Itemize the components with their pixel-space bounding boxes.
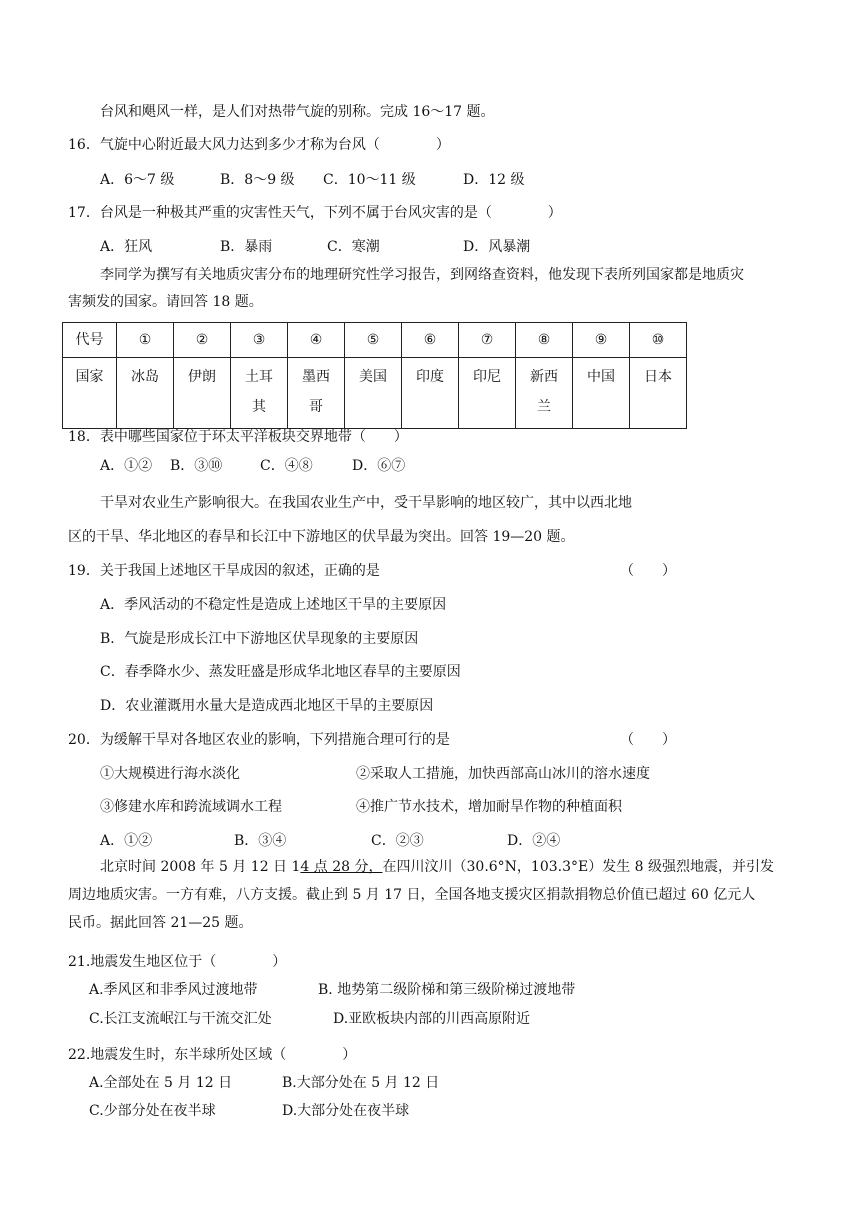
- cell-text: 其: [252, 399, 266, 415]
- q21-option-d: D.亚欧板块内部的川西高原附近: [333, 1011, 531, 1027]
- question-19-stem: 19．关于我国上述地区干旱成因的叙述，正确的是: [68, 563, 380, 579]
- q19-option-b: B．气旋是形成长江中下游地区伏旱现象的主要原因: [100, 631, 419, 647]
- table-cell: [402, 358, 459, 429]
- q16-option-b: B．8～9 级: [220, 172, 295, 188]
- table-cell: [117, 358, 174, 429]
- intro-quake-underlined-time: 4 点 28 分，: [300, 859, 383, 875]
- q21-option-b: B. 地势第二级阶梯和第三级阶梯过渡地带: [318, 982, 576, 998]
- intro-quake-text: 在四川汶川（30.6°N，103.3°E）发生 8 级强烈地震，并引发: [382, 859, 775, 875]
- cell-text: 新西: [530, 369, 558, 385]
- q17-option-c: C．寒潮: [327, 239, 380, 255]
- q16-option-c: C．10～11 级: [323, 172, 416, 188]
- table-header-cell: ⑩: [630, 323, 687, 358]
- q20-measure-2: ②采取人工措施，加快西部高山冰川的溶水速度: [356, 766, 650, 782]
- cell-text: 冰岛: [131, 369, 159, 385]
- cell-text: 美国: [359, 369, 387, 385]
- intro-geo-line-1: 李同学为撰写有关地质灾害分布的地理研究性学习报告，到网络查资料，他发现下表所列国家都是地质灾: [100, 267, 744, 283]
- q20-option-a: A．①②: [100, 833, 153, 849]
- q20-measure-4: ④推广节水技术，增加耐旱作物的种植面积: [356, 799, 622, 815]
- table-header-cell: ⑧: [516, 323, 573, 358]
- cell-text: 国家: [75, 369, 104, 385]
- intro-quake-line-1: [100, 858, 774, 876]
- question-18-stem: 18．表中哪些国家位于环太平洋板块交界地带（ ）: [68, 429, 408, 445]
- q17-option-b: B．暴雨: [220, 239, 273, 255]
- table-header-cell: ③: [231, 323, 288, 358]
- table-header-cell: ⑤: [345, 323, 402, 358]
- intro-drought-line-2: 区的干旱、华北地区的春旱和长江中下游地区的伏旱最为突出。回答 19—20 题。: [68, 529, 575, 545]
- cell-text: 土耳: [245, 369, 273, 385]
- cell-text: 中国: [587, 369, 615, 385]
- table-header-cell: ⑥: [402, 323, 459, 358]
- question-20-bracket: （ ）: [620, 732, 676, 748]
- q18-option-b: B．③⑩: [170, 458, 223, 474]
- intro-geo-line-2: 害频发的国家。请回答 18 题。: [68, 294, 263, 310]
- table-header-cell: ⑦: [459, 323, 516, 358]
- question-21-stem: 21.地震发生地区位于（ ）: [68, 954, 287, 970]
- q20-option-c: C．②③: [371, 833, 424, 849]
- intro-drought-line-1: 干旱对农业生产影响很大。在我国农业生产中，受干旱影响的地区较广，其中以西北地: [100, 495, 632, 511]
- question-20-stem: 20．为缓解干旱对各地区农业的影响，下列措施合理可行的是: [68, 732, 450, 748]
- q18-option-a: A．①②: [100, 458, 153, 474]
- cell-text: 印度: [416, 369, 444, 385]
- q22-option-c: C.少部分处在夜半球: [89, 1103, 216, 1119]
- q18-option-d: D．⑥⑦: [352, 458, 406, 474]
- table-cell: [231, 358, 288, 429]
- q21-option-c: C.长江支流岷江与干流交汇处: [89, 1011, 272, 1027]
- q17-option-d: D．风暴潮: [463, 239, 531, 255]
- q22-option-a: A.全部处在 5 月 12 日: [89, 1075, 233, 1091]
- intro-quake-line-3: 民币。据此回答 21—25 题。: [68, 915, 253, 931]
- intro-typhoon: 台风和飓风一样，是人们对热带气旋的别称。完成 16～17 题。: [100, 104, 495, 120]
- question-16-stem: 16．气旋中心附近最大风力达到多少才称为台风（ ）: [68, 137, 450, 153]
- table-header-row: [63, 323, 687, 358]
- cell-text: 日本: [644, 369, 672, 385]
- table-cell: [630, 358, 687, 429]
- table-cell: [516, 358, 573, 429]
- cell-text: 哥: [309, 399, 323, 415]
- cell-text: 兰: [537, 399, 551, 415]
- q19-option-c: C．春季降水少、蒸发旺盛是形成华北地区春旱的主要原因: [100, 664, 461, 680]
- table-cell: [573, 358, 630, 429]
- table-header-cell: ④: [288, 323, 345, 358]
- q16-option-a: A．6～7 级: [100, 172, 175, 188]
- q18-option-c: C．④⑧: [260, 458, 313, 474]
- intro-quake-line-2: 周边地质灾害。一方有难，八方支援。截止到 5 月 17 日，全国各地支援灾区捐款捐物总价值已超过 60 亿元人: [68, 887, 756, 903]
- intro-quake-text: 北京时间 2008 年 5 月 12 日 1: [100, 859, 301, 875]
- question-17-stem: 17．台风是一种极其严重的灾害性天气，下列不属于台风灾害的是（ ）: [68, 205, 562, 221]
- q20-option-b: B．③④: [234, 833, 287, 849]
- question-19-bracket: （ ）: [620, 563, 676, 579]
- q22-option-d: D.大部分处在夜半球: [282, 1103, 410, 1119]
- country-table: [62, 322, 687, 429]
- cell-text: 墨西: [302, 369, 330, 385]
- table-cell: [174, 358, 231, 429]
- table-cell: [63, 358, 117, 429]
- q20-option-d: D．②④: [507, 833, 561, 849]
- table-header-cell: 代号: [63, 323, 117, 358]
- cell-text: 伊朗: [188, 369, 216, 385]
- question-22-stem: 22.地震发生时，东半球所处区域（ ）: [68, 1047, 357, 1063]
- q21-option-a: A.季风区和非季风过渡地带: [89, 982, 258, 998]
- q19-option-d: D．农业灌溉用水量大是造成西北地区干旱的主要原因: [100, 698, 434, 714]
- q20-measure-3: ③修建水库和跨流域调水工程: [100, 799, 282, 815]
- table-row: [63, 358, 687, 429]
- table-cell: [459, 358, 516, 429]
- table-cell: [288, 358, 345, 429]
- table-header-cell: ②: [174, 323, 231, 358]
- table-header-cell: ⑨: [573, 323, 630, 358]
- table-cell: [345, 358, 402, 429]
- q17-option-a: A．狂风: [100, 239, 153, 255]
- q16-option-d: D．12 级: [463, 172, 525, 188]
- q22-option-b: B.大部分处在 5 月 12 日: [282, 1075, 440, 1091]
- q19-option-a: A．季风活动的不稳定性是造成上述地区干旱的主要原因: [100, 597, 447, 613]
- q20-measure-1: ①大规模进行海水淡化: [100, 766, 240, 782]
- table-header-cell: ①: [117, 323, 174, 358]
- cell-text: 印尼: [473, 369, 501, 385]
